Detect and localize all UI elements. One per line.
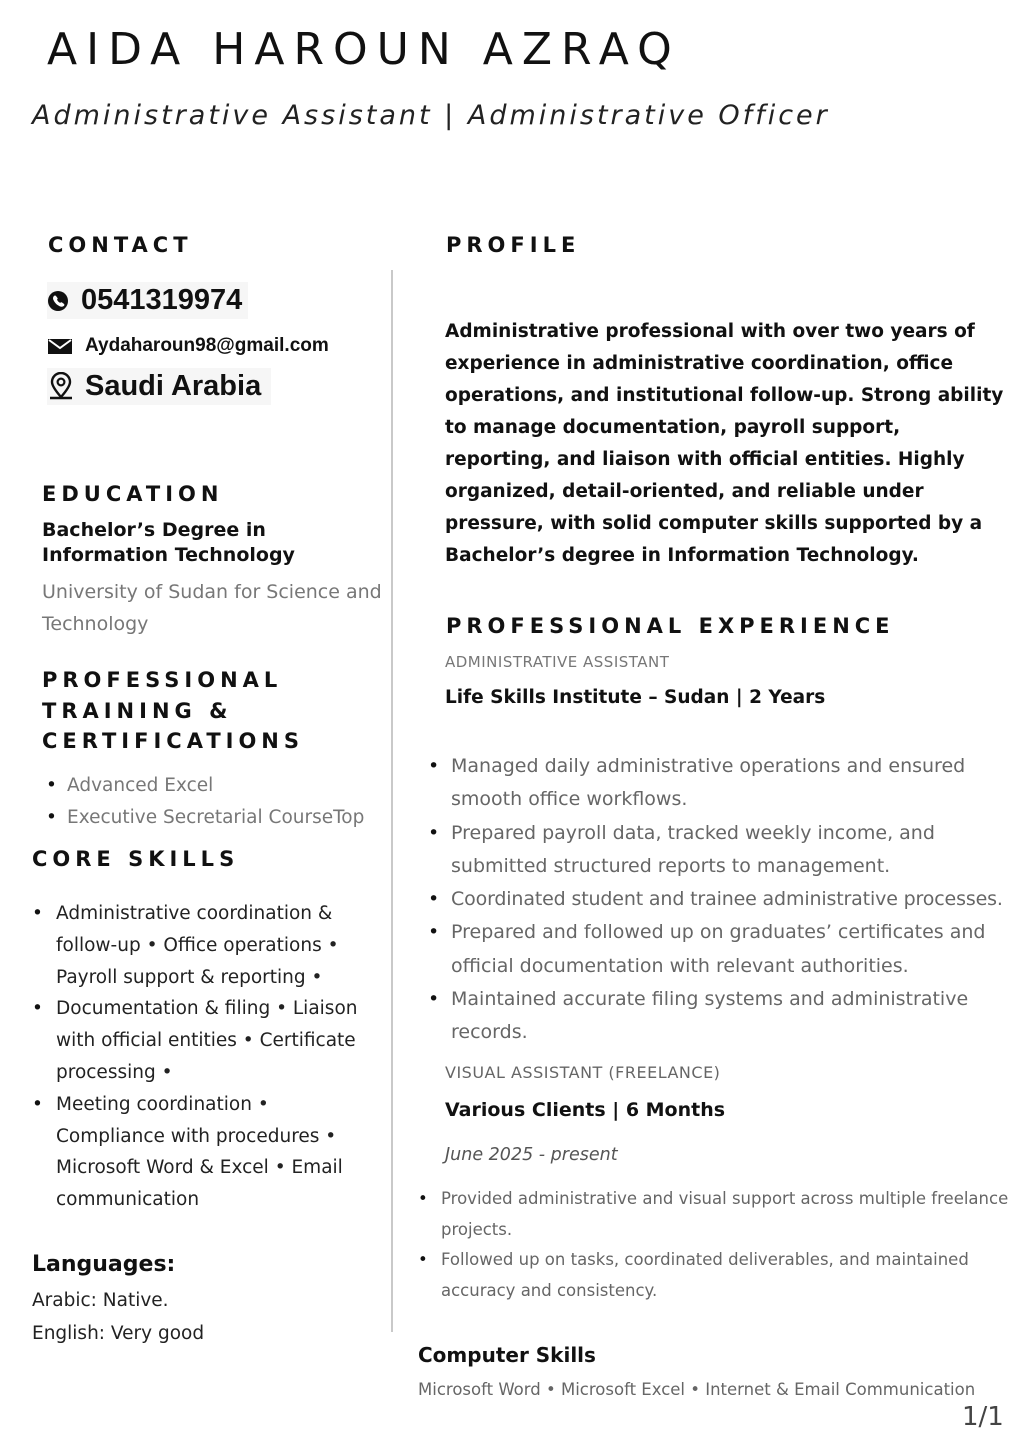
job-responsibilities-list bbox=[418, 1184, 1018, 1306]
training-heading bbox=[42, 665, 304, 757]
education-heading: EDUCATION bbox=[42, 482, 224, 506]
envelope-icon bbox=[47, 336, 85, 356]
column-divider bbox=[391, 270, 393, 1332]
computer-skills-text: Microsoft Word • Microsoft Excel • Internet & Email Communication bbox=[418, 1380, 976, 1399]
job-organization: Life Skills Institute – Sudan | 2 Years bbox=[445, 687, 826, 708]
job-date: June 2025 - present bbox=[445, 1145, 618, 1165]
list-item: • Followed up on tasks, coordinated deliverables, and maintained accuracy and consistency. bbox=[418, 1245, 1018, 1306]
email-address[interactable]: Aydaharoun98@gmail.com bbox=[85, 335, 329, 356]
core-skills-list bbox=[32, 898, 372, 1216]
phone-number[interactable]: 0541319974 bbox=[81, 284, 243, 316]
list-item: • Advanced Excel bbox=[46, 770, 364, 802]
phone-icon bbox=[47, 288, 81, 314]
page-number: 1/1 bbox=[962, 1402, 1004, 1432]
list-item: • Documentation & filing • Liaison with official entities • Certificate processing • bbox=[32, 993, 372, 1088]
location-text: Saudi Arabia bbox=[85, 370, 262, 402]
training-heading-line: TRAINING & bbox=[42, 698, 233, 723]
contact-heading: CONTACT bbox=[48, 233, 193, 257]
job-title-line: Administrative Assistant | Administrative Officer bbox=[32, 100, 830, 131]
languages-heading: Languages: bbox=[32, 1252, 176, 1277]
job-title: ADMINISTRATIVE ASSISTANT bbox=[445, 653, 670, 671]
list-item: • Prepared payroll data, tracked weekly income, and submitted structured reports to management. bbox=[428, 817, 1024, 884]
experience-heading: PROFESSIONAL EXPERIENCE bbox=[446, 614, 895, 638]
job-organization: Various Clients | 6 Months bbox=[445, 1099, 726, 1121]
list-item: • Managed daily administrative operations and ensured smooth office workflows. bbox=[428, 750, 1024, 817]
language-item: English: Very good bbox=[32, 1323, 205, 1344]
contact-phone-row bbox=[47, 282, 248, 319]
candidate-name: AIDA HAROUN AZRAQ bbox=[47, 24, 681, 75]
contact-location-row bbox=[47, 368, 271, 405]
location-pin-icon bbox=[47, 372, 85, 402]
profile-heading: PROFILE bbox=[446, 233, 581, 257]
list-item: • Administrative coordination & follow-up • Office operations • Payroll support & reporting • bbox=[32, 898, 372, 993]
computer-skills-heading: Computer Skills bbox=[418, 1343, 596, 1367]
training-heading-line: PROFESSIONAL bbox=[42, 668, 283, 692]
contact-email-row bbox=[47, 335, 329, 357]
certifications-list bbox=[46, 770, 364, 834]
profile-summary: Administrative professional with over two years of experience in administrative coordination, office operations, and institutional follow-up. Strong ability to manage documentation, payroll support, reporting, and liaison with official entities. Highly organized, detail-oriented, and reliable under pressure, with solid computer skills supported by a Bachelor’s degree in Information Technology. bbox=[445, 321, 1004, 566]
job-title: VISUAL ASSISTANT (FREELANCE) bbox=[445, 1063, 721, 1082]
job-responsibilities-list bbox=[428, 750, 1024, 1050]
list-item: • Maintained accurate filing systems and administrative records. bbox=[428, 983, 1024, 1050]
core-skills-heading: CORE SKILLS bbox=[32, 847, 240, 871]
education-university: University of Sudan for Science and Technology bbox=[42, 581, 382, 635]
list-item: • Meeting coordination • Compliance with procedures • Microsoft Word & Excel • Email communication bbox=[32, 1089, 372, 1216]
language-item: Arabic: Native. bbox=[32, 1290, 169, 1311]
list-item: • Executive Secretarial CourseTop bbox=[46, 802, 364, 834]
education-degree: Bachelor’s Degree in Information Technology bbox=[42, 519, 295, 566]
list-item: • Coordinated student and trainee administrative processes. bbox=[428, 883, 1024, 916]
list-item: • Prepared and followed up on graduates’ certificates and official documentation with relevant authorities. bbox=[428, 916, 1024, 983]
training-heading-line: CERTIFICATIONS bbox=[42, 729, 305, 753]
list-item: • Provided administrative and visual support across multiple freelance projects. bbox=[418, 1184, 1018, 1245]
